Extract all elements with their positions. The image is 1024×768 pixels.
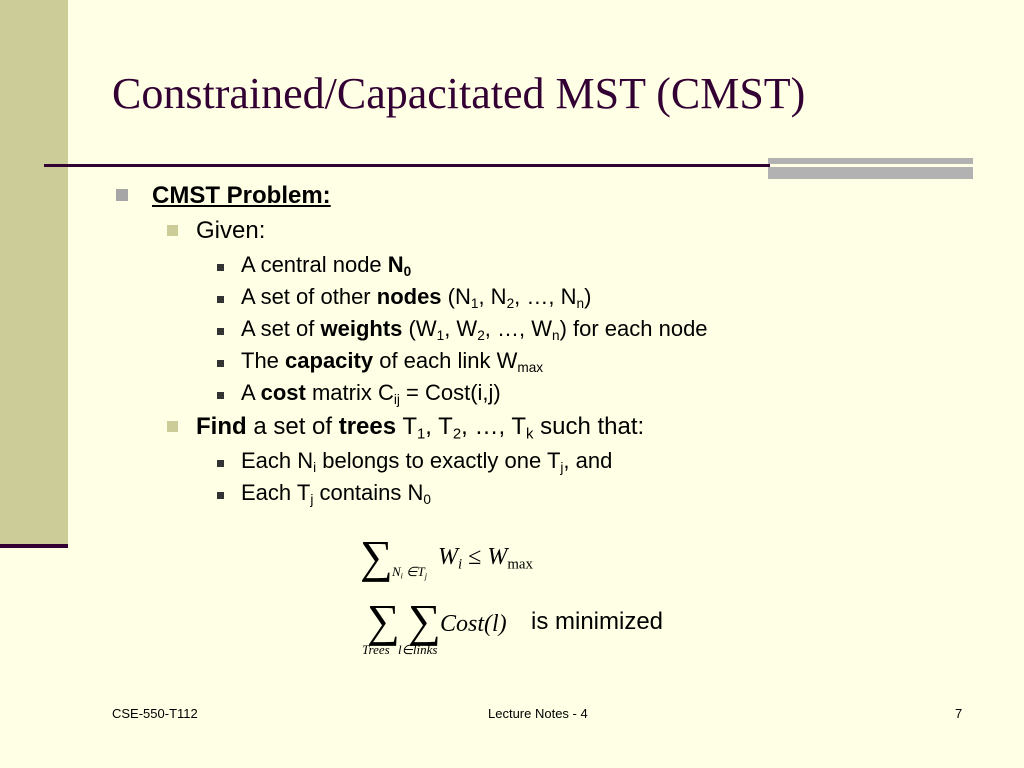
left-decor-band: [0, 0, 68, 548]
formula2-body: Cost(l): [440, 611, 507, 637]
item-each-tree-contains: Each $T_j$ contains $N_0$: [241, 480, 431, 508]
footer-lecture-title: Lecture Notes - 4: [488, 706, 588, 721]
formula2-limit-trees: Trees: [362, 642, 390, 657]
slide-title: Constrained/Capacitated MST (CMST): [112, 69, 806, 118]
left-decor-rule: [0, 544, 68, 548]
item-capacity: The capacity of each link $W_{max}$: [241, 348, 544, 376]
title-divider: [44, 164, 770, 167]
summation-icon: ∑: [367, 595, 400, 646]
title-divider-accent-bottom: [768, 167, 973, 179]
heading-cmst-problem: CMST Problem:: [152, 182, 331, 209]
bullet-square-icon: [217, 492, 224, 499]
bullet-square-icon: [217, 392, 224, 399]
formula2-limit-links: l∈links: [398, 642, 438, 657]
bullet-square-icon: [167, 421, 178, 432]
formula2-text: is minimized: [531, 608, 664, 635]
bullet-square-icon: [217, 264, 224, 271]
bullet-square-icon: [167, 225, 178, 236]
item-other-nodes: A set of other nodes ($N_1$, $N_2$, …, $N_n$): [241, 284, 592, 312]
summation-icon: ∑: [360, 531, 393, 582]
bullet-square-icon: [217, 460, 224, 467]
title-divider-accent-top: [768, 158, 973, 164]
formula1-body: $W_i \le W_{max}$: [438, 544, 533, 573]
bullet-square-icon: [217, 360, 224, 367]
footer-page-number: 7: [955, 706, 963, 721]
bullet-square-icon: [217, 328, 224, 335]
item-each-node-belongs: Each $N_i$ belongs to exactly one $T_j$, and: [241, 448, 613, 476]
item-weights: A set of weights ($W_1$, $W_2$, …, $W_n$) for each node: [241, 316, 708, 344]
formula1-limit: $N_i$ $\in T_j$: [392, 564, 427, 581]
item-central-node: A central node $N_0$: [241, 252, 412, 280]
footer-course-code: CSE-550-T112: [112, 706, 198, 721]
bullet-square-icon: [116, 189, 128, 201]
item-cost-matrix: A cost matrix $C_{ij}$ = Cost(i,j): [241, 380, 501, 408]
bullet-square-icon: [217, 296, 224, 303]
summation-icon: ∑: [408, 595, 441, 646]
given-label: Given:: [196, 217, 266, 244]
find-trees: Find a set of trees $T_1$, $T_2$, …, $T_k$ such that:: [196, 413, 645, 443]
